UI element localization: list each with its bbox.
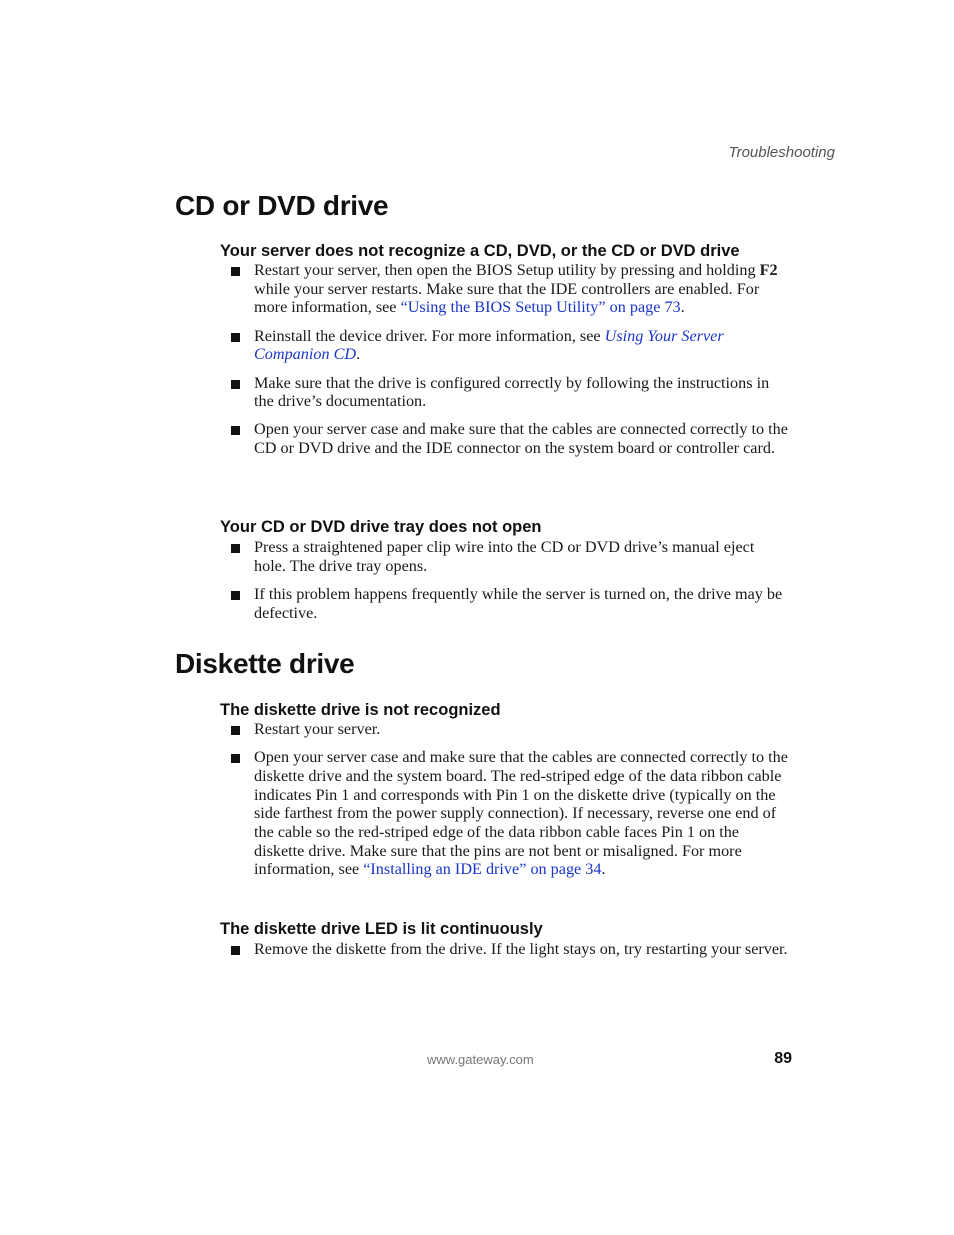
list-item: Restart your server. xyxy=(228,720,790,739)
installing-ide-drive-link[interactable]: “Installing an IDE drive” on page 34 xyxy=(363,860,602,879)
bullet-square-icon xyxy=(231,946,240,955)
bios-setup-link[interactable]: “Using the BIOS Setup Utility” on page 73 xyxy=(400,298,681,317)
page-number: 89 xyxy=(774,1050,792,1067)
bullet-square-icon xyxy=(231,267,240,276)
bullet-square-icon xyxy=(231,333,240,342)
cd-dvd-recognize-list xyxy=(228,261,790,458)
problem-heading-diskette-not-recognized: The diskette drive is not recognized xyxy=(220,701,501,719)
section-title-cd-dvd: CD or DVD drive xyxy=(175,190,389,221)
key-label: F2 xyxy=(759,261,778,279)
list-item: Press a straightened paper clip wire into the CD or DVD drive’s manual eject hole. The drive tray opens. xyxy=(228,538,790,575)
diskette-recognize-list xyxy=(228,720,790,879)
list-item: Make sure that the drive is configured correctly by following the instructions in the drive’s documentation. xyxy=(228,374,790,411)
list-item: Reinstall the device driver. For more information, see Using Your Server Companion CD. xyxy=(228,327,790,364)
cd-dvd-tray-list xyxy=(228,538,790,622)
bullet-square-icon xyxy=(231,426,240,435)
problem-heading-led-lit: The diskette drive LED is lit continuously xyxy=(220,920,543,938)
bullet-square-icon xyxy=(231,544,240,553)
diskette-led-list xyxy=(228,940,790,959)
list-item: If this problem happens frequently while the server is turned on, the drive may be defective. xyxy=(228,585,790,622)
companion-cd-link[interactable]: Using Your Server Companion CD xyxy=(254,326,724,364)
list-item: Remove the diskette from the drive. If the light stays on, try restarting your server. xyxy=(228,940,790,959)
running-header: Troubleshooting xyxy=(728,144,835,161)
problem-heading-not-recognized: Your server does not recognize a CD, DVD, or the CD or DVD drive xyxy=(220,242,740,260)
section-title-diskette: Diskette drive xyxy=(175,648,355,679)
list-item: Restart your server, then open the BIOS Setup utility by pressing and holding F2 while your server restarts. Make sure that the IDE controllers are enabled. For more information, see “Using the BIOS Setup Utility” on page 73. xyxy=(228,261,790,317)
problem-heading-tray-not-open: Your CD or DVD drive tray does not open xyxy=(220,518,542,536)
list-item: Open your server case and make sure that the cables are connected correctly to the CD or DVD drive and the IDE connector on the system board or controller card. xyxy=(228,420,790,457)
footer-url: www.gateway.com xyxy=(427,1052,534,1067)
bullet-square-icon xyxy=(231,380,240,389)
bullet-square-icon xyxy=(231,754,240,763)
list-item: Open your server case and make sure that the cables are connected correctly to the diskette drive and the system board. The red-striped edge of the data ribbon cable indicates Pin 1 and corresponds with Pin 1 on the diskette drive (typically on the side farthest from the power supply connection). If necessary, reverse one end of the cable so the red-striped edge of the data ribbon cable faces Pin 1 on the diskette drive. Make sure that the pins are not bent or misaligned. For more information, see “Installing an IDE drive” on page 34. xyxy=(228,748,790,879)
bullet-square-icon xyxy=(231,591,240,600)
bullet-square-icon xyxy=(231,726,240,735)
